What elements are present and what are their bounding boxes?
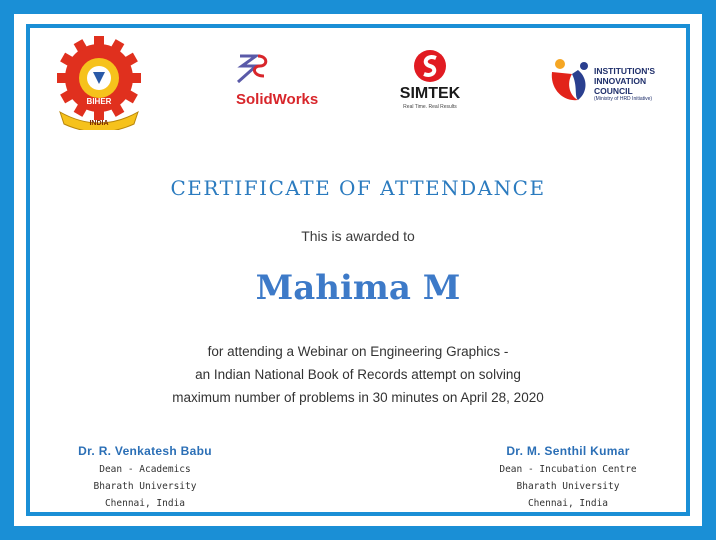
- biher-sub: INDIA: [89, 120, 109, 127]
- simtek-tagline: Real Time. Real Results: [403, 104, 457, 110]
- simtek-text: SIMTEK: [399, 85, 461, 102]
- signatory-right-name: Dr. M. Senthil Kumar: [506, 444, 630, 458]
- signatory-right: [468, 444, 668, 512]
- biher-logo: [52, 34, 146, 130]
- signatory-left-role: Dean - Academics: [99, 464, 191, 475]
- iic-line3: COUNCIL: [594, 86, 633, 96]
- simtek-logo: [392, 46, 468, 116]
- description-line-2: an Indian National Book of Records attempt on solving: [195, 367, 521, 382]
- recipient-name: Mahima M: [255, 268, 461, 308]
- signatory-left-org: Bharath University: [93, 481, 197, 492]
- iic-subtitle: (Ministry of HRD Initiative): [594, 96, 653, 102]
- iic-line1: INSTITUTION'S: [594, 66, 656, 76]
- signatory-right-role: Dean - Incubation Centre: [499, 464, 637, 475]
- signatory-left: [45, 444, 245, 512]
- awarded-text: This is awarded to: [301, 228, 415, 244]
- iic-line2: INNOVATION: [594, 76, 647, 86]
- signatory-right-place: Chennai, India: [527, 498, 609, 509]
- description-line-1: for attending a Webinar on Engineering Graphics -: [207, 344, 509, 359]
- biher-text: BIHER: [86, 97, 112, 106]
- solidworks-text: SolidWorks: [236, 91, 318, 108]
- signatory-right-org: Bharath University: [516, 481, 620, 492]
- signatory-left-name: Dr. R. Venkatesh Babu: [78, 444, 212, 458]
- solidworks-logo: [222, 52, 318, 112]
- certificate-title: CERTIFICATE OF ATTENDANCE: [170, 176, 546, 200]
- iic-title: [594, 66, 655, 96]
- description-line-3: maximum number of problems in 30 minutes on April 28, 2020: [172, 390, 544, 405]
- signatory-left-place: Chennai, India: [104, 498, 186, 509]
